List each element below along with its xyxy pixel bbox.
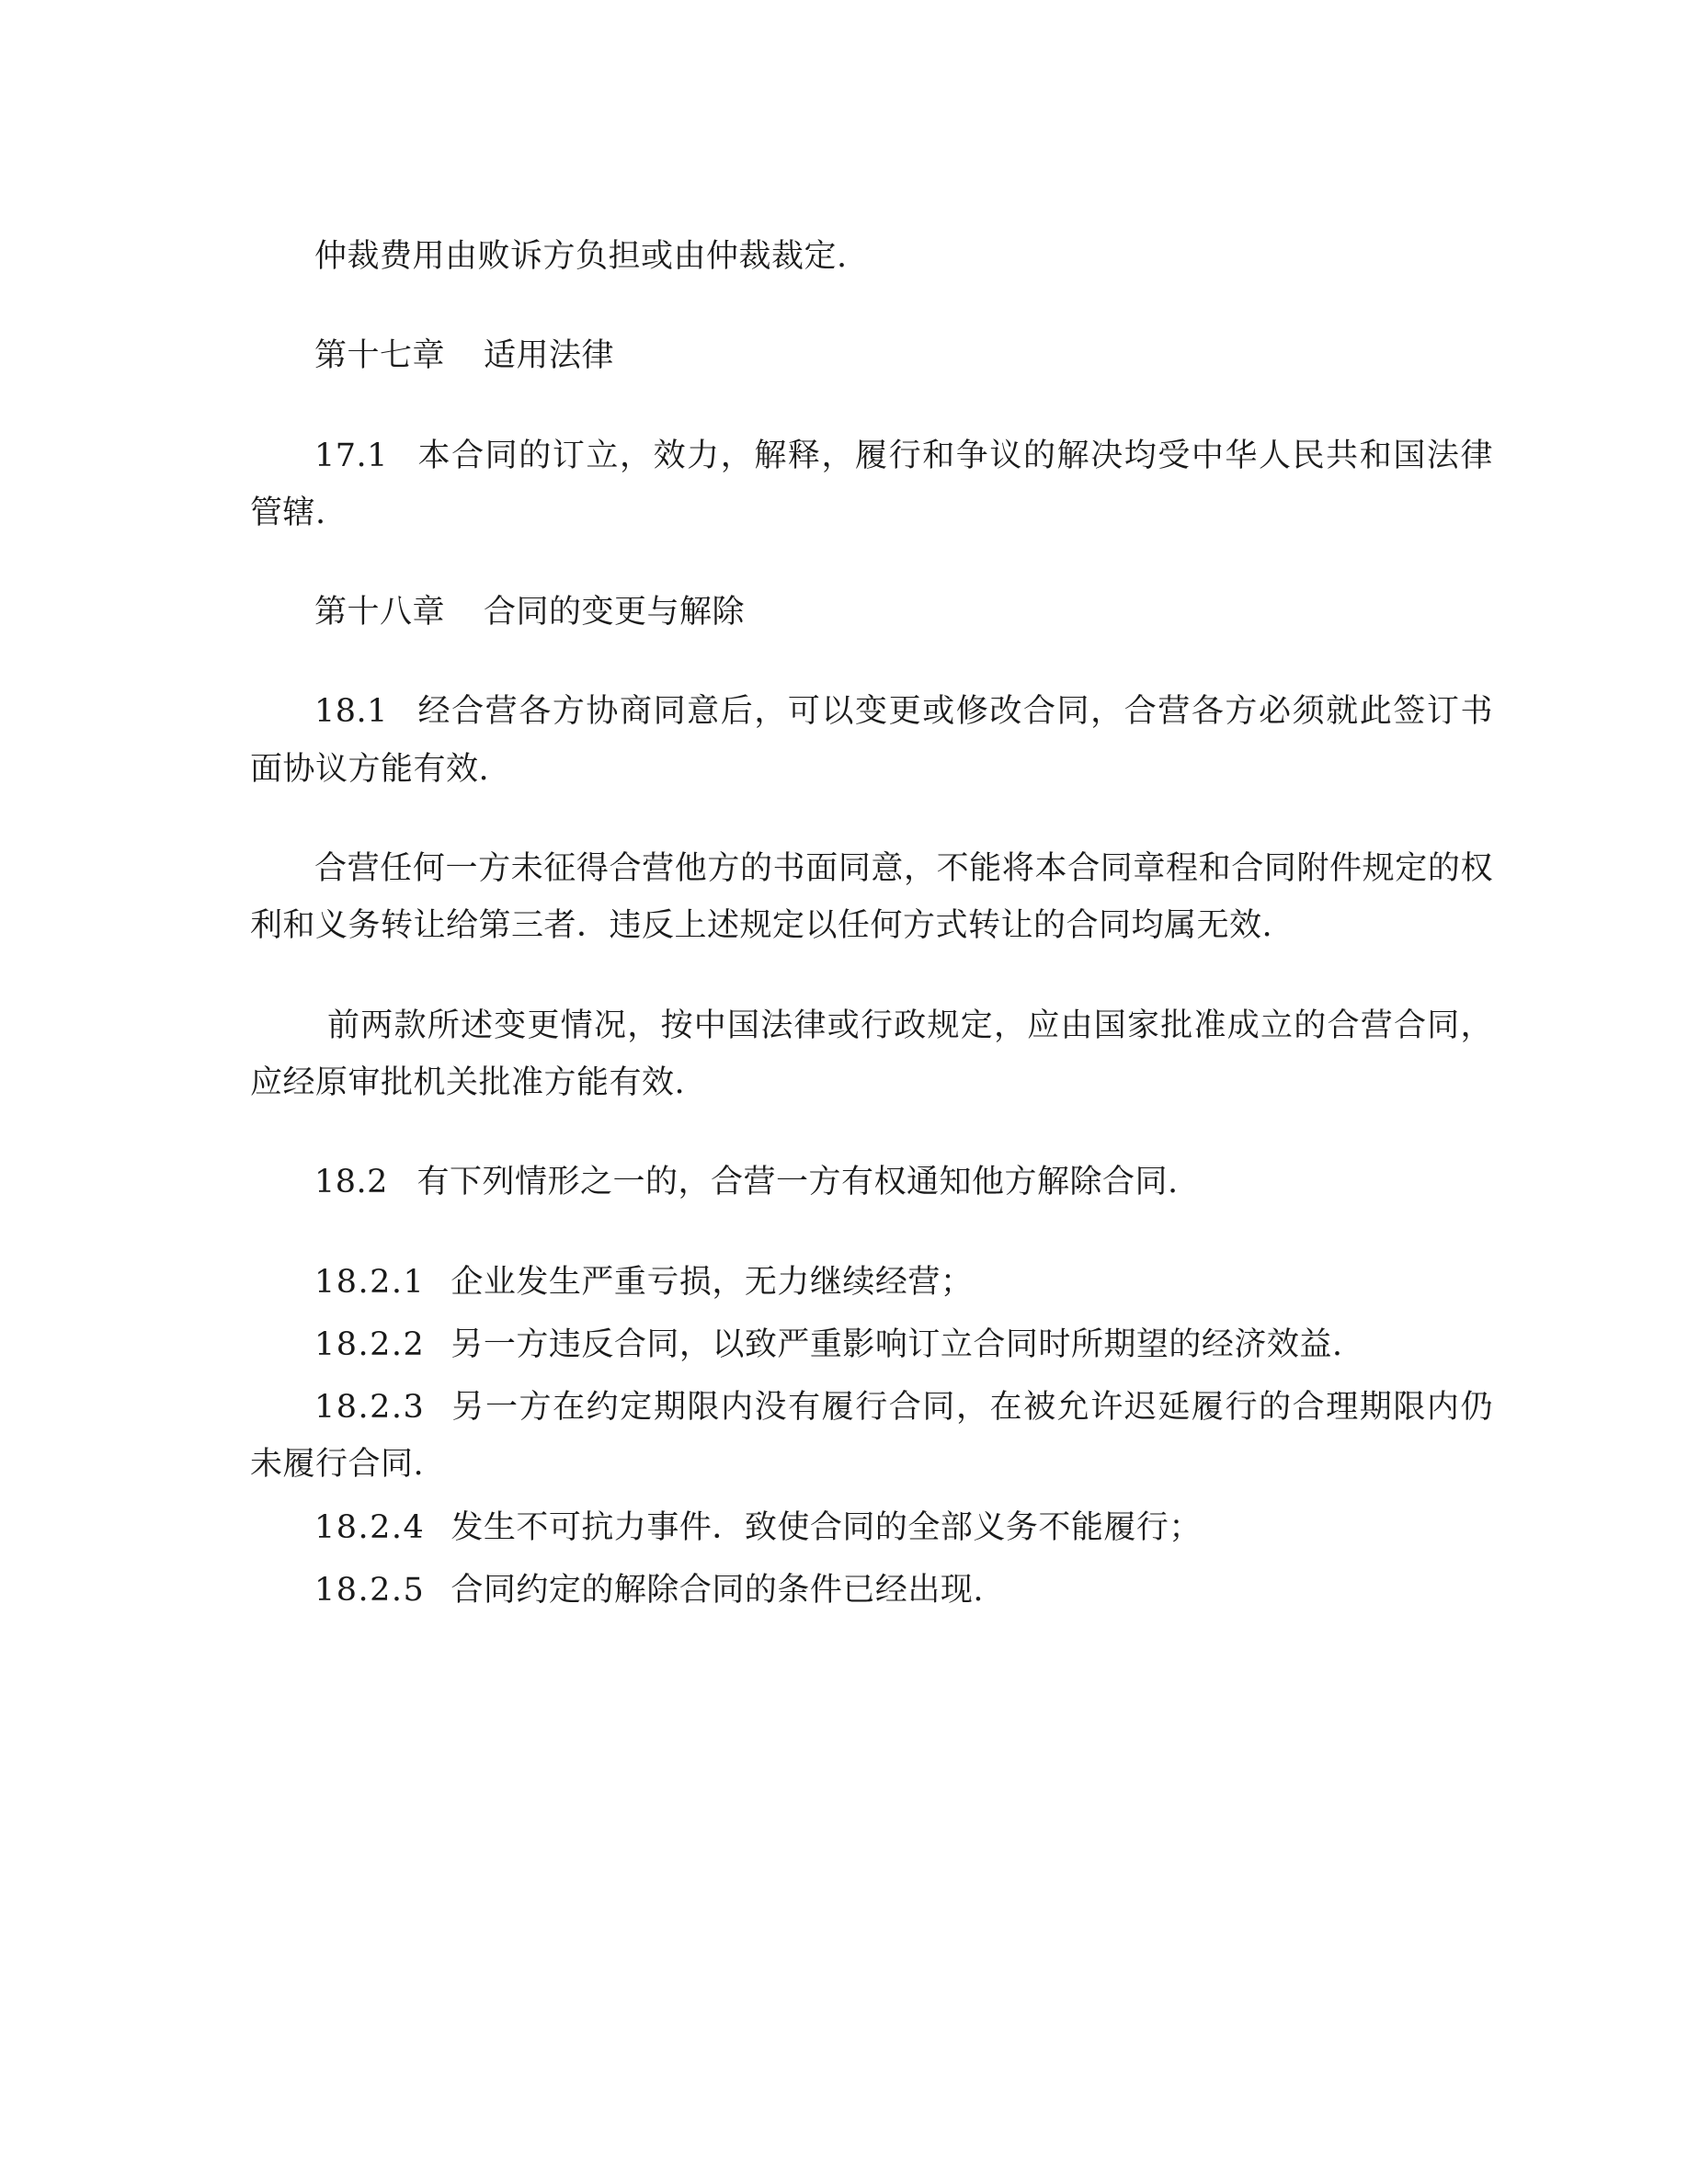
clause-18-2-4-text: 发生不可抗力事件．致使合同的全部义务不能履行； — [451, 1508, 1202, 1546]
paragraph-approval-required: 前两款所述变更情况，按中国法律或行政规定，应由国家批准成立的合营合同，应经原审批机关批准方能有效. — [250, 1007, 1493, 1101]
chapter-17-title: 适用法律 — [484, 337, 615, 375]
document-body — [250, 228, 1493, 1619]
chapter-17-number: 第十七章 — [314, 337, 446, 375]
chapter-18-title: 合同的变更与解除 — [484, 594, 746, 631]
list-item — [250, 1316, 1493, 1373]
list-item — [250, 1562, 1493, 1619]
clause-17-1 — [250, 427, 1493, 542]
clause-18-2-number: 18.2 — [314, 1164, 388, 1201]
clause-18-2-sublist — [250, 1254, 1493, 1620]
clause-18-2-5-number: 18.2.5 — [314, 1572, 426, 1610]
clause-18-1-number: 18.1 — [314, 693, 388, 731]
clause-18-2-1-text: 企业发生严重亏损，无力继续经营； — [451, 1263, 974, 1301]
list-item — [250, 1379, 1493, 1494]
clause-18-2-2-number: 18.2.2 — [314, 1325, 426, 1363]
chapter-heading-17 — [250, 327, 1493, 384]
clause-17-1-number: 17.1 — [314, 437, 388, 474]
clause-18-2-1-number: 18.2.1 — [314, 1263, 426, 1301]
clause-18-2-2-text: 另一方违反合同，以致严重影响订立合同时所期望的经济效益. — [451, 1325, 1343, 1363]
chapter-18-number: 第十八章 — [314, 594, 446, 631]
paragraph-arbitration-fee: 仲裁费用由败诉方负担或由仲裁裁定. — [314, 238, 848, 275]
clause-18-1-text: 经合营各方协商同意后，可以变更或修改合同，合营各方必须就此签订书面协议方能有效. — [250, 693, 1493, 788]
clause-17-1-text: 本合同的订立，效力，解释，履行和争议的解决均受中华人民共和国法律管辖. — [250, 437, 1493, 531]
clause-18-2-3-text: 另一方在约定期限内没有履行合同，在被允许迟延履行的合理期限内仍未履行合同. — [250, 1389, 1493, 1484]
chapter-heading-18 — [250, 584, 1493, 641]
clause-18-1 — [250, 683, 1493, 798]
clause-18-2-4-number: 18.2.4 — [314, 1508, 426, 1546]
clause-18-2-text: 有下列情形之一的，合营一方有权通知他方解除合同. — [416, 1164, 1179, 1201]
clause-18-2 — [250, 1154, 1493, 1211]
paragraph-transfer-restriction: 合营任何一方未征得合营他方的书面同意，不能将本合同章程和合同附件规定的权利和义务转让给第三者．违反上述规定以任何方式转让的合同均属无效. — [250, 850, 1493, 945]
clause-18-2-5-text: 合同约定的解除合同的条件已经出现. — [451, 1572, 984, 1610]
list-item — [250, 1499, 1493, 1556]
clause-18-2-3-number: 18.2.3 — [314, 1389, 426, 1427]
list-item — [250, 1254, 1493, 1311]
